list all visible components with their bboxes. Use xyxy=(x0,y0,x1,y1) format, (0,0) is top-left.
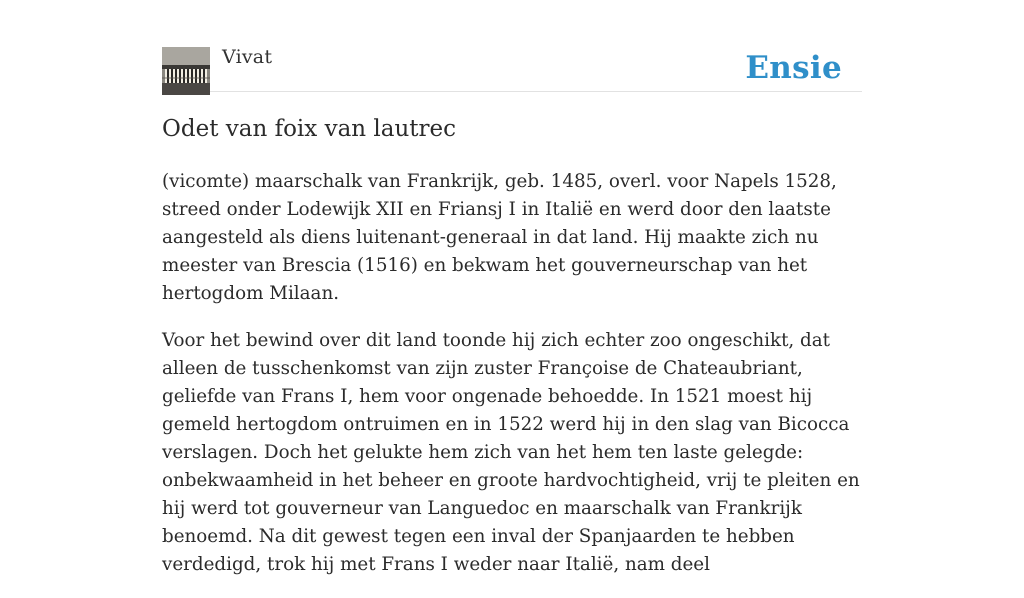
page-container xyxy=(162,0,862,575)
header xyxy=(162,0,862,92)
article-paragraph: Voor het bewind over dit land toonde hij zich echter zoo ongeschikt, dat alleen de tusschenkomst van zijn zuster Françoise de Chateaubriant, geliefde van Frans I, hem voor ongenade behoedde. In 1521 moest hij gemeld hertogdom ontruimen en in 1522 werd hij in den slag van Bicocca verslagen. Doch het gelukte hem zich van het hem ten laste gelegde: onbekwaamheid in het beheer en groote hardvochtigheid, vrij te pleiten en hij werd tot gouverneur van Languedoc en maarschalk van Frankrijk benoemd. Na dit gewest tegen een inval der Spanjaarden te hebben verdedigd, trok hij met Frans I weder naar Italië, nam deel xyxy=(162,330,860,575)
article-paragraph: (vicomte) maarschalk van Frankrijk, geb. 1485, overl. voor Napels 1528, streed onder Lodewijk XII en Friansj I in Italië en werd door den laatste aangesteld als diens luitenant-generaal in dat land. Hij maakte zich nu meester van Brescia (1516) en bekwam het gouverneurschap van het hertogdom Milaan. xyxy=(162,171,837,304)
author-avatar[interactable] xyxy=(162,47,210,95)
article-title: Odet van foix van lautrec xyxy=(162,116,457,142)
brand-logo[interactable]: Ensie xyxy=(745,50,842,86)
author-name[interactable]: Vivat xyxy=(222,46,273,68)
typewriter-image-icon xyxy=(162,47,210,95)
article-body xyxy=(162,168,862,598)
